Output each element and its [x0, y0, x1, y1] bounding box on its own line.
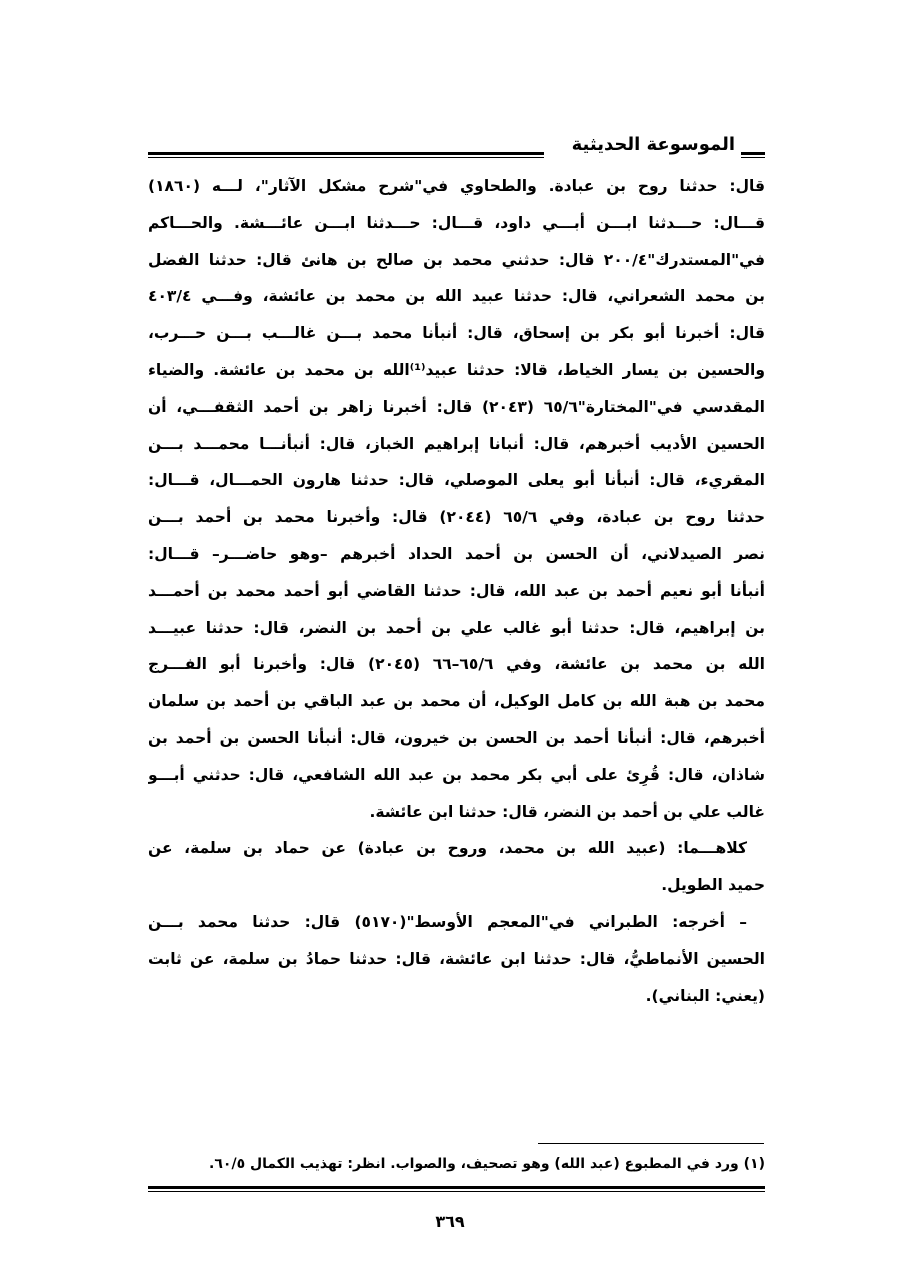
footnote: (١) ورد في المطبوع (عبد الله) وهو تصحيف، والصواب. انظر: تهذيب الكمال ٦٠/٥. — [209, 1156, 765, 1172]
header-title: الموسوعة الحديثية — [571, 134, 735, 155]
main-text — [148, 168, 765, 1014]
text-line: حميد الطويل. — [661, 876, 765, 895]
text-line: (يعني: البناني). — [645, 986, 765, 1005]
text-line: الله بن محمد بن عائشة، وفي ٦٥/٦–٦٦ (٢٠٤٥) قال: وأخبرنا أبو الفـــرج — [148, 655, 765, 674]
text-line: محمد بن هبة الله بن كامل الوكيل، أن محمد بن عبد الباقي بن أحمد بن سلمان — [148, 692, 765, 711]
text-line: أخبرهم، قال: أنبأنا أحمد بن الحسن بن خيرون، قال: أنبأنا الحسن بن أحمد بن — [148, 728, 765, 747]
text-line: – أخرجه: الطبراني في"المعجم الأوسط"(٥١٧٠) قال: حدثنا محمد بـــن — [148, 912, 747, 931]
text-line: والحسين بن يسار الخياط، قالا: حدثنا عبيد⁽¹⁾الله بن محمد بن عائشة. والضياء — [148, 360, 765, 379]
text-line: قال: حدثنا روح بن عبادة. والطحاوي في"شرح مشكل الآثار"، لـــه (١٨٦٠) — [148, 177, 765, 195]
text-line: غالب علي بن أحمد بن النضر، قال: حدثنا ابن عائشة. — [369, 802, 765, 821]
text-line: الحسين الأنماطيُّ، قال: حدثنا ابن عائشة، قال: حدثنا حمادُ بن سلمة، عن ثابت — [148, 949, 765, 968]
text-line: بن محمد الشعراني، قال: حدثنا عبيد الله بن محمد بن عائشة، وفـــي ٤٠٣/٤ — [148, 287, 765, 306]
text-line: المقريء، قال: أنبأنا أبو يعلى الموصلي، قال: حدثنا هارون الحمـــال، قـــال: — [148, 471, 765, 490]
header-rule-right — [741, 152, 765, 155]
text-line: شاذان، قال: قُرِئ على أبي بكر محمد بن عبد الله الشافعي، قال: حدثني أبـــو — [148, 765, 765, 784]
text-line: أنبأنا أبو نعيم أحمد بن عبد الله، قال: حدثنا القاضي أبو أحمد محمد بن أحمـــد — [148, 581, 765, 600]
page-header — [148, 128, 765, 164]
text-line: حدثنا روح بن عبادة، وفي ٦٥/٦ (٢٠٤٤) قال: وأخبرنا محمد بن أحمد بـــن — [148, 508, 765, 527]
header-rule-left — [148, 152, 544, 155]
text-line: نصر الصيدلاني، أن الحسن بن أحمد الحداد أخبرهم –وهو حاضـــر– قـــال: — [148, 544, 765, 563]
footnote-separator — [538, 1143, 764, 1144]
text-line: في"المستدرك"٢٠٠/٤ قال: حدثني محمد بن صالح بن هانئ قال: حدثنا الفضل — [148, 250, 765, 269]
text-line: بن إبراهيم، قال: حدثنا أبو غالب علي بن أحمد بن النضر، قال: حدثنا عبيـــد — [148, 618, 765, 637]
text-line: قال: أخبرنا أبو بكر بن إسحاق، قال: أنبأنا محمد بـــن غالـــب بـــن حـــرب، — [148, 324, 765, 343]
text-line: كلاهـــما: (عبيد الله بن محمد، وروح بن عبادة) عن حماد بن سلمة، عن — [148, 839, 747, 858]
page-number: ٣٦٩ — [435, 1212, 465, 1231]
text-line: المقدسي في"المختارة"٦٥/٦ (٢٠٤٣) قال: أخبرنا زاهر بن أحمد الثقفـــي، أن — [148, 397, 765, 416]
footer-rule — [148, 1186, 765, 1189]
text-line: الحسين الأديب أخبرهم، قال: أنبانا إبراهيم الخباز، قال: أنبأنـــا محمـــد بـــن — [148, 434, 765, 453]
text-line: قـــال: حـــدثنا ابـــن أبـــي داود، قـــال: حـــدثنا ابـــن عائـــشة. والحـــاكم — [148, 213, 765, 232]
